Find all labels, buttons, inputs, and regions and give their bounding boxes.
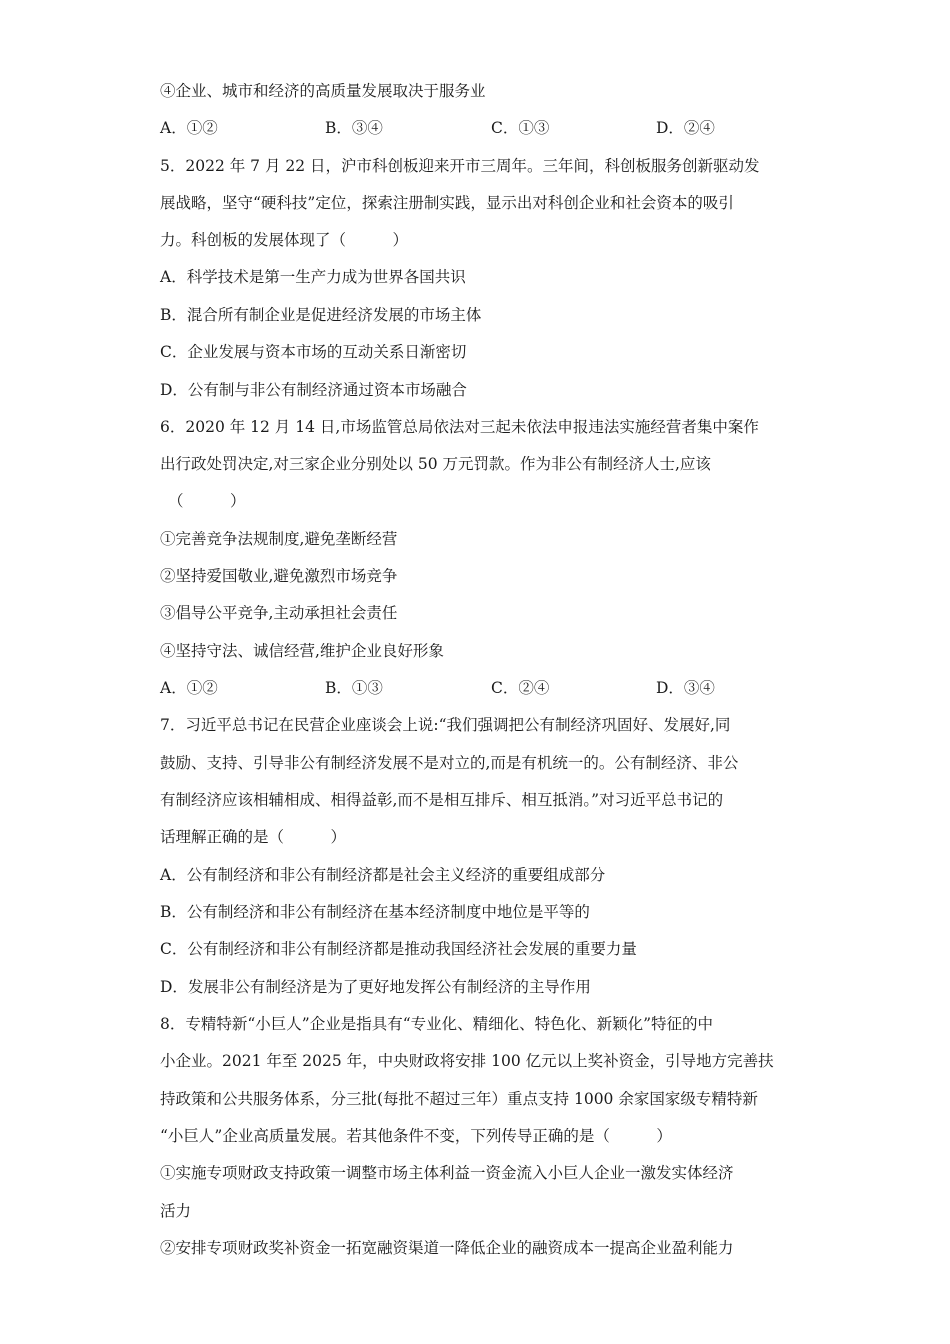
q6-statement-2: ②坚持爱国敬业,避免激烈市场竞争 (160, 567, 398, 585)
q7-option-d: D．发展非公有制经济是为了更好地发挥公有制经济的主导作用 (160, 978, 591, 996)
q6-answer-blank: （ ） (168, 492, 246, 510)
q6-statement-4: ④坚持守法、诚信经营,维护企业良好形象 (160, 642, 444, 660)
q8-stem-line-1: 8．专精特新“小巨人”企业是指具有“专业化、精细化、特色化、新颖化”特征的中 (160, 1015, 714, 1033)
q6-option-c: C．②④ (491, 679, 550, 697)
q6-option-b: B．①③ (325, 679, 383, 697)
q5-stem-line-2: 展战略，坚守“硬科技”定位，探索注册制实践，显示出对科创企业和社会资本的吸引 (160, 194, 734, 212)
q8-stem-line-3: 持政策和公共服务体系，分三批(每批不超过三年）重点支持 1000 余家国家级专精特新 (160, 1090, 758, 1108)
q4-option-b: B．③④ (325, 119, 383, 137)
q8-statement-2: ②安排专项财政奖补资金一拓宽融资渠道一降低企业的融资成本一提高企业盈利能力 (160, 1239, 734, 1257)
q5-stem-line-3: 力。科创板的发展体现了（ ） (160, 231, 409, 249)
q4-option-c: C．①③ (491, 119, 550, 137)
q4-options (160, 117, 800, 139)
q6-option-a: A．①② (160, 679, 218, 697)
q6-statement-1: ①完善竞争法规制度,避免垄断经营 (160, 530, 398, 548)
q8-stem-line-2: 小企业。2021 年至 2025 年，中央财政将安排 100 亿元以上奖补资金，引导地方完善扶 (160, 1052, 774, 1070)
q7-stem-line-2: 鼓励、支持、引导非公有制经济发展不是对立的,而是有机统一的。公有制经济、非公 (160, 754, 739, 772)
q5-option-b: B．混合所有制企业是促进经济发展的市场主体 (160, 306, 482, 324)
q8-statement-1-cont: 活力 (160, 1202, 192, 1220)
q4-option-a: A．①② (160, 119, 218, 137)
q6-stem-line-1: 6．2020 年 12 月 14 日,市场监管总局依法对三起未依法申报违法实施经营者集中案作 (160, 418, 759, 436)
q6-option-d: D．③④ (656, 679, 715, 697)
q5-option-c: C．企业发展与资本市场的互动关系日渐密切 (160, 343, 467, 361)
q7-option-b: B．公有制经济和非公有制经济在基本经济制度中地位是平等的 (160, 903, 590, 921)
q7-option-a: A．公有制经济和非公有制经济都是社会主义经济的重要组成部分 (160, 866, 606, 884)
q8-stem-line-4: “小巨人”企业高质量发展。若其他条件不变，下列传导正确的是（ ） (160, 1127, 672, 1145)
q6-options (160, 677, 800, 699)
q7-stem-line-1: 7．习近平总书记在民营企业座谈会上说:“我们强调把公有制经济巩固好、发展好,同 (160, 716, 731, 734)
q7-option-c: C．公有制经济和非公有制经济都是推动我国经济社会发展的重要力量 (160, 940, 637, 958)
q8-statement-1: ①实施专项财政支持政策一调整市场主体利益一资金流入小巨人企业一激发实体经济 (160, 1164, 734, 1182)
q5-option-d: D．公有制与非公有制经济通过资本市场融合 (160, 381, 467, 399)
q6-statement-3: ③倡导公平竞争,主动承担社会责任 (160, 604, 398, 622)
q4-option-d: D．②④ (656, 119, 715, 137)
q7-stem-line-3: 有制经济应该相辅相成、相得益彰,而不是相互排斥、相互抵消。”对习近平总书记的 (160, 791, 724, 809)
q5-option-a: A．科学技术是第一生产力成为世界各国共识 (160, 268, 466, 286)
q7-stem-line-4: 话理解正确的是（ ） (160, 828, 347, 846)
q6-stem-line-2: 出行政处罚决定,对三家企业分别处以 50 万元罚款。作为非公有制经济人士,应该 (160, 455, 711, 473)
q4-statement-4: ④企业、城市和经济的高质量发展取决于服务业 (160, 82, 486, 100)
q5-stem-line-1: 5．2022 年 7 月 22 日，沪市科创板迎来开市三周年。三年间，科创板服务创新驱动发 (160, 157, 760, 175)
